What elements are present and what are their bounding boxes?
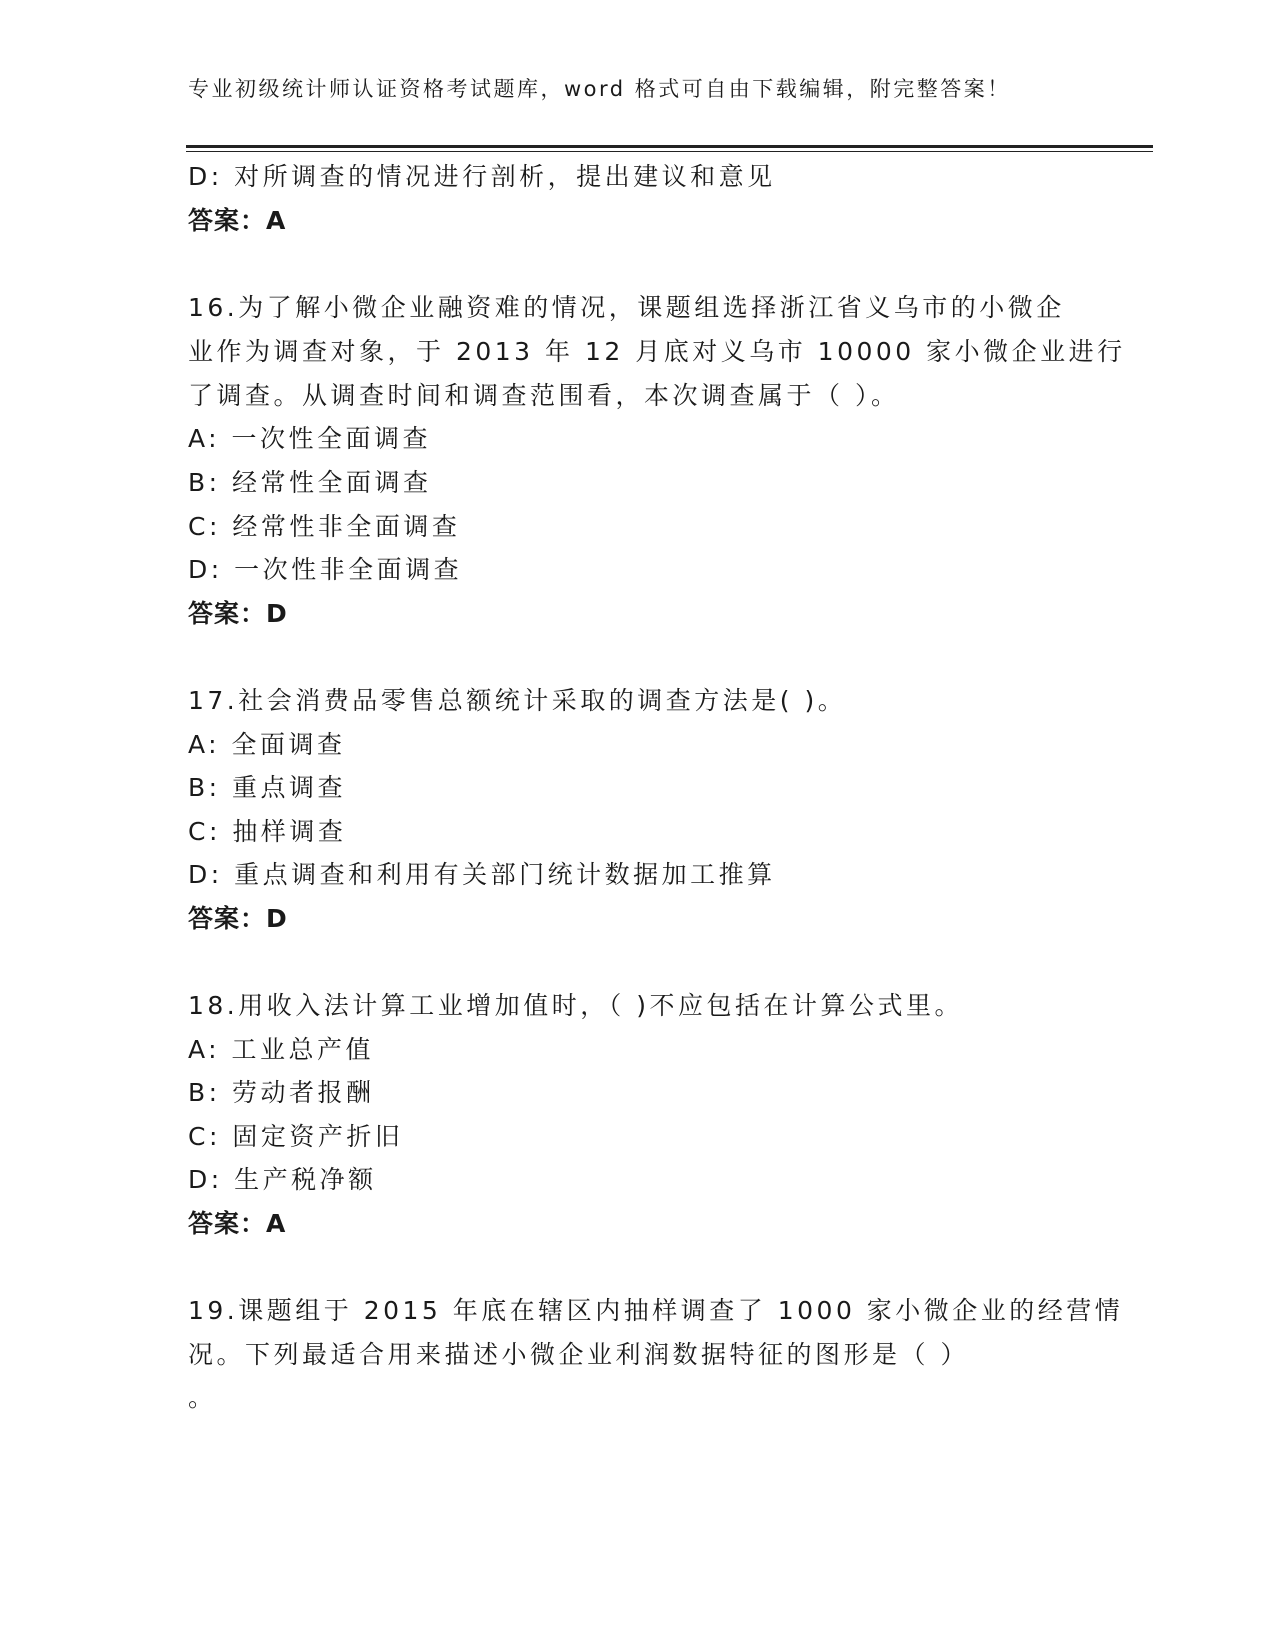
page-header: 专业初级统计师认证资格考试题库，word 格式可自由下载编辑，附完整答案！ bbox=[188, 77, 1011, 101]
q18-answer: 答案：A bbox=[188, 1209, 287, 1238]
header-rule-thin bbox=[186, 151, 1153, 152]
q17-option-b: B: 重点调查 bbox=[188, 773, 347, 802]
q18-option-c: C: 固定资产折旧 bbox=[188, 1122, 404, 1151]
q18-option-d: D: 生产税净额 bbox=[188, 1165, 377, 1194]
q15-answer: 答案：A bbox=[188, 206, 287, 235]
header-rule-thick bbox=[186, 145, 1153, 148]
q17-answer: 答案：D bbox=[188, 904, 288, 933]
q18-option-b: B: 劳动者报酬 bbox=[188, 1078, 375, 1107]
q19-stem-line1: 19.课题组于 2015 年底在辖区内抽样调查了 1000 家小微企业的经营情 bbox=[188, 1296, 1124, 1325]
q19-stem-line2: 况。下列最适合用来描述小微企业利润数据特征的图形是（ ） bbox=[188, 1340, 969, 1369]
q19-stem-line3: 。 bbox=[188, 1383, 217, 1412]
q17-option-d: D: 重点调查和利用有关部门统计数据加工推算 bbox=[188, 860, 776, 889]
q15-option-d: D: 对所调查的情况进行剖析，提出建议和意见 bbox=[188, 162, 776, 191]
q16-option-b: B: 经常性全面调查 bbox=[188, 468, 432, 497]
q17-stem-line1: 17.社会消费品零售总额统计采取的调查方法是( )。 bbox=[188, 686, 847, 715]
q18-stem-line1: 18.用收入法计算工业增加值时，（ )不应包括在计算公式里。 bbox=[188, 991, 963, 1020]
q16-option-d: D: 一次性非全面调查 bbox=[188, 555, 463, 584]
q16-option-a: A: 一次性全面调查 bbox=[188, 424, 432, 453]
q16-stem-line2: 业作为调查对象，于 2013 年 12 月底对义乌市 10000 家小微企业进行 bbox=[188, 337, 1126, 366]
q16-stem-line1: 16.为了解小微企业融资难的情况，课题组选择浙江省义乌市的小微企 bbox=[188, 293, 1065, 322]
q16-stem-line3: 了调查。从调查时间和调查范围看，本次调查属于（ ）。 bbox=[188, 381, 900, 410]
q17-option-c: C: 抽样调查 bbox=[188, 817, 347, 846]
q16-option-c: C: 经常性非全面调查 bbox=[188, 512, 461, 541]
q18-option-a: A: 工业总产值 bbox=[188, 1035, 375, 1064]
q17-option-a: A: 全面调查 bbox=[188, 730, 346, 759]
q16-answer: 答案：D bbox=[188, 599, 288, 628]
